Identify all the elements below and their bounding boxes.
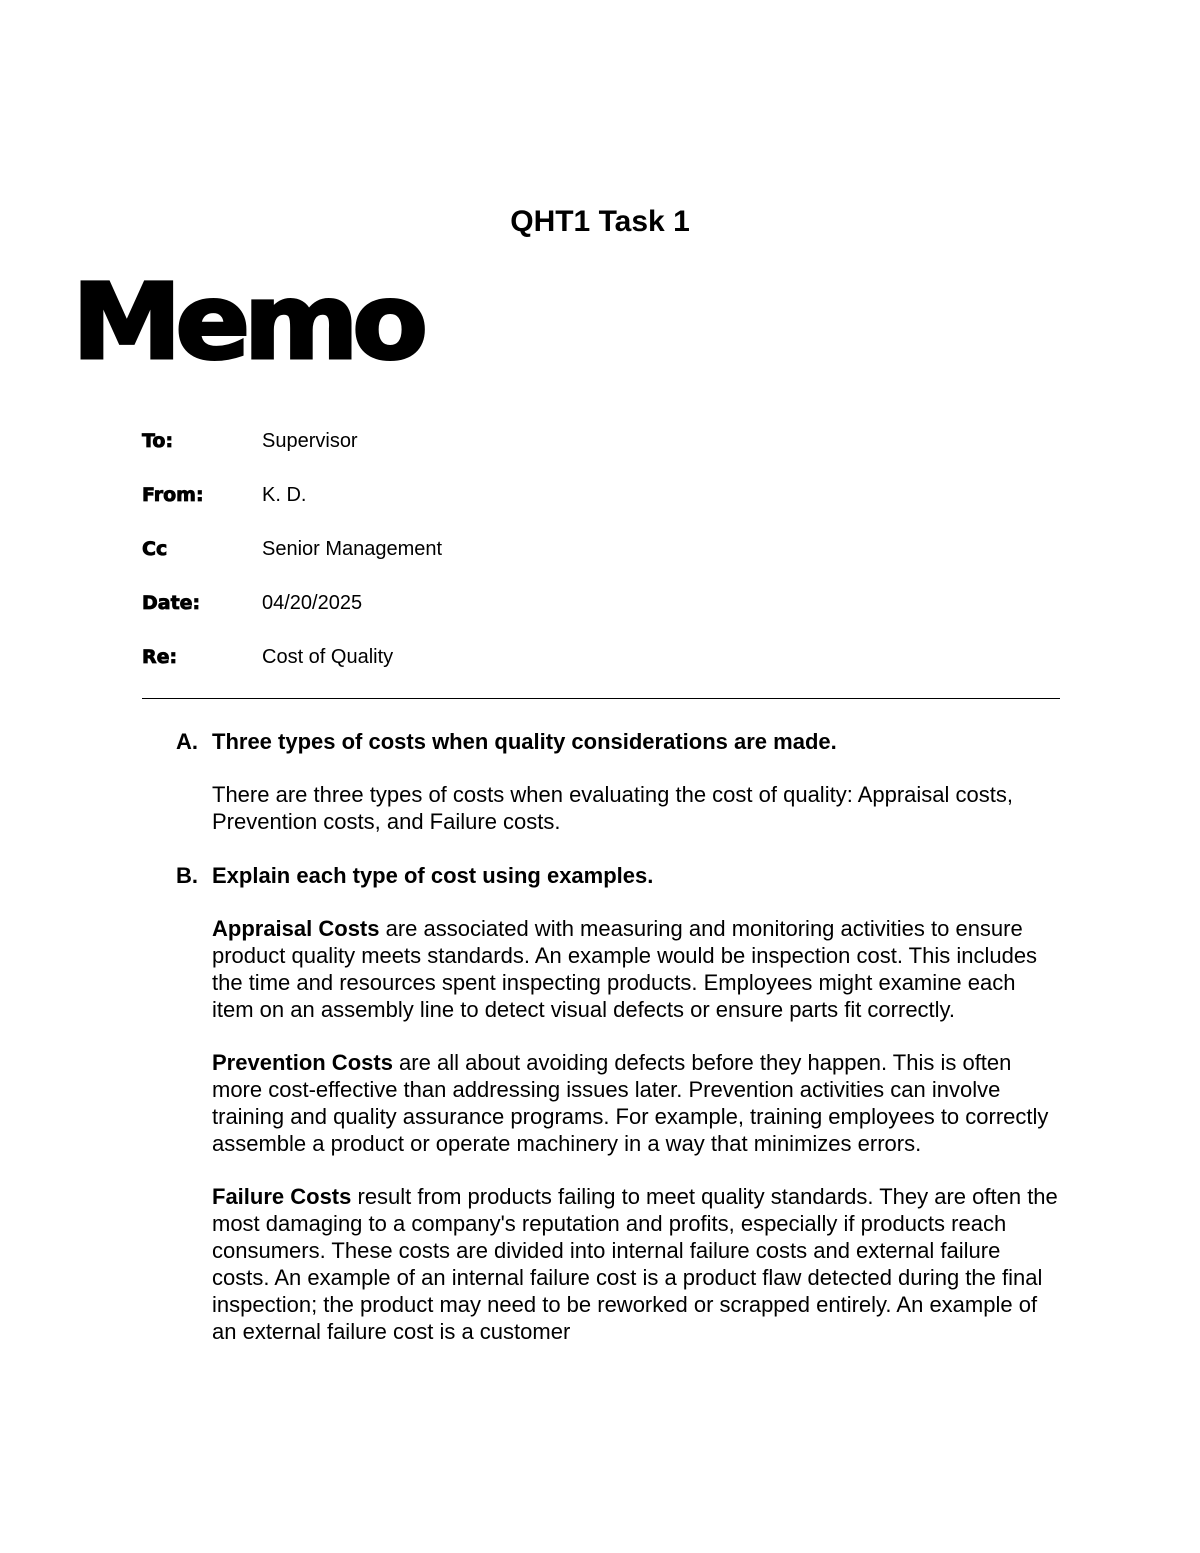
header-divider <box>142 698 1060 699</box>
appraisal-costs-paragraph <box>176 915 1060 1023</box>
prevention-costs-text: are all about avoiding defects before they happen. This is often more cost-effective than addressing issues later. Prevention activities can involve training and quality assurance programs. For example, training employees to correctly assemble a product or operate machinery in a way that minimizes errors. <box>212 1050 1049 1156</box>
date-value: 04/20/2025 <box>262 592 363 614</box>
memo-heading: Memo <box>72 261 422 383</box>
prevention-costs-term: Prevention Costs <box>212 1050 393 1075</box>
to-value: Supervisor <box>262 430 358 452</box>
memo-body <box>176 727 1060 1345</box>
to-row <box>142 426 1062 480</box>
section-b-title: Explain each type of cost using examples. <box>212 863 654 888</box>
section-a-title: Three types of costs when quality considerations are made. <box>212 729 837 754</box>
to-label: To: <box>142 430 174 452</box>
date-label: Date: <box>142 592 201 614</box>
cc-value: Senior Management <box>262 538 443 560</box>
from-label: From: <box>142 484 204 506</box>
failure-costs-paragraph <box>176 1183 1060 1345</box>
prevention-costs-paragraph <box>176 1049 1060 1157</box>
appraisal-costs-term: Appraisal Costs <box>212 916 380 941</box>
section-a-letter: A. <box>176 729 198 754</box>
re-value: Cost of Quality <box>262 646 394 668</box>
section-a-heading <box>176 727 1060 756</box>
failure-costs-term: Failure Costs <box>212 1184 352 1209</box>
section-b-letter: B. <box>176 863 198 888</box>
from-row <box>142 480 1062 534</box>
from-value: K. D. <box>262 484 307 506</box>
section-b-heading <box>176 861 1060 890</box>
cc-label: Cc <box>142 538 168 560</box>
re-row <box>142 642 1062 696</box>
failure-costs-text: result from products failing to meet quality standards. They are often the most damaging to a company's reputation and profits, especially if products reach consumers. These costs are divided into internal failure costs and external failure costs. An example of an internal failure cost is a product flaw detected during the final inspection; the product may need to be reworked or scrapped entirely. An example of an external failure cost is a customer <box>212 1184 1058 1344</box>
cc-row <box>142 534 1062 588</box>
appraisal-costs-text: are associated with measuring and monitoring activities to ensure product quality meets standards. An example would be inspection cost. This includes the time and resources spent inspecting products. Employees might examine each item on an assembly line to detect visual defects or ensure parts fit correctly. <box>212 916 1038 1022</box>
section-a-body: There are three types of costs when evaluating the cost of quality: Appraisal costs, Prevention costs, and Failure costs. <box>212 782 1013 834</box>
memo-header-fields <box>142 426 1062 696</box>
document-title: QHT1 Task 1 <box>510 205 690 238</box>
re-label: Re: <box>142 646 178 668</box>
date-row <box>142 588 1062 642</box>
